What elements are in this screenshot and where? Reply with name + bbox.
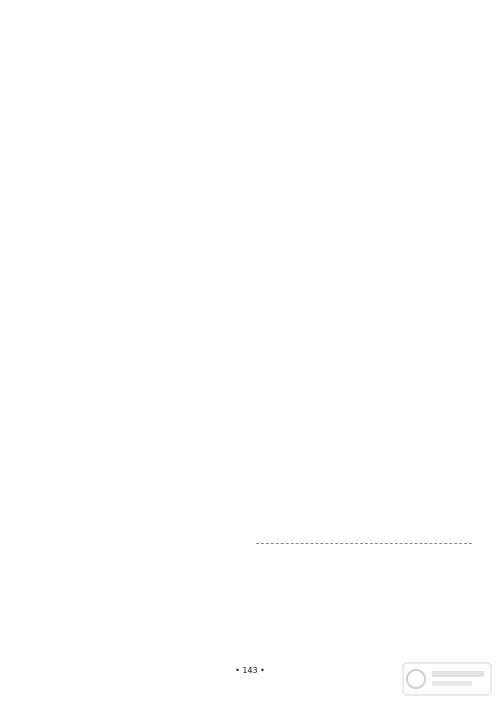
text-line <box>256 154 386 162</box>
text-line <box>30 644 246 652</box>
text-line <box>30 409 246 417</box>
text-line <box>256 202 472 210</box>
right-entry <box>256 132 472 162</box>
text-line <box>30 222 246 230</box>
text-line <box>30 319 246 327</box>
text-line <box>30 382 246 390</box>
text-line <box>30 507 246 515</box>
essay-text-line <box>256 600 472 608</box>
left-entry <box>30 34 246 64</box>
text-line <box>30 84 160 92</box>
text-line <box>30 104 246 112</box>
text-line <box>30 542 246 550</box>
text-line <box>30 604 160 612</box>
right-entry <box>256 237 472 260</box>
text-line <box>30 277 246 285</box>
title-ornament <box>256 543 472 545</box>
text-line <box>30 362 160 370</box>
text-line <box>256 334 472 342</box>
text-line <box>256 314 386 322</box>
text-line <box>256 244 472 252</box>
text-line <box>256 92 386 100</box>
text-line <box>30 159 246 167</box>
text-line <box>256 237 472 245</box>
right-entry <box>256 104 472 127</box>
text-line <box>30 304 246 312</box>
text-line <box>30 402 246 410</box>
text-line <box>30 589 246 597</box>
text-line <box>256 299 472 307</box>
left-entry <box>30 374 246 397</box>
text-line <box>256 522 386 530</box>
text-line <box>256 119 386 127</box>
text-line <box>30 424 160 432</box>
text-line <box>30 242 246 250</box>
left-entry <box>30 402 246 432</box>
text-line <box>30 327 160 335</box>
text-line <box>30 174 160 182</box>
right-entry <box>256 202 472 232</box>
text-line <box>256 139 472 147</box>
text-line <box>30 202 160 210</box>
text-line <box>30 132 246 140</box>
text-line <box>30 464 246 472</box>
right-entry <box>256 299 472 322</box>
text-line <box>30 624 246 632</box>
text-line <box>30 632 160 640</box>
text-line <box>30 34 246 42</box>
text-line <box>256 264 472 272</box>
text-line <box>30 152 246 160</box>
text-line <box>30 124 246 132</box>
left-entry <box>30 339 246 369</box>
text-line <box>30 284 246 292</box>
left-entry <box>30 562 246 585</box>
left-entry <box>30 214 246 237</box>
left-entry <box>30 617 246 640</box>
text-line <box>30 354 246 362</box>
text-line <box>256 307 472 315</box>
text-line <box>30 514 246 522</box>
right-entry <box>256 327 472 350</box>
text-line <box>256 377 386 385</box>
text-line <box>256 217 472 225</box>
left-entry <box>30 187 246 210</box>
text-line <box>256 354 472 362</box>
text-line <box>30 112 160 120</box>
text-line <box>30 139 160 147</box>
text-line <box>30 257 160 265</box>
text-line <box>256 272 472 280</box>
text-line <box>256 34 472 42</box>
text-line <box>30 617 246 625</box>
text-line <box>30 187 246 195</box>
left-entry <box>30 589 246 612</box>
left-entry <box>30 269 246 299</box>
essay-text-line <box>256 555 472 563</box>
left-entry <box>30 152 246 182</box>
left-column <box>30 34 246 672</box>
left-entry <box>30 499 246 529</box>
watermark-logo <box>402 661 492 697</box>
text-line <box>30 69 246 77</box>
text-line <box>256 424 472 432</box>
text-line <box>256 327 472 335</box>
text-line <box>30 562 246 570</box>
right-entry <box>256 444 472 467</box>
text-line <box>256 167 472 175</box>
right-entry <box>256 389 472 412</box>
right-entry <box>256 34 472 64</box>
essay-text-line <box>256 585 472 593</box>
text-line <box>256 362 472 370</box>
right-entry <box>256 417 472 440</box>
text-line <box>256 397 472 405</box>
text-line <box>256 69 472 77</box>
text-line <box>256 472 472 480</box>
text-line <box>30 57 160 65</box>
text-line <box>30 597 246 605</box>
left-entry <box>30 437 246 460</box>
text-line <box>256 432 386 440</box>
essay-text-line <box>256 593 472 601</box>
left-entry <box>30 464 246 494</box>
text-line <box>256 147 472 155</box>
right-entry <box>256 499 472 529</box>
text-line <box>30 437 246 445</box>
essay-text-line <box>256 578 472 586</box>
text-line <box>30 389 160 397</box>
text-line <box>256 84 472 92</box>
text-line <box>30 292 160 300</box>
right-column <box>256 34 472 608</box>
text-line <box>30 374 246 382</box>
text-line <box>256 57 386 65</box>
left-entry <box>30 97 246 120</box>
text-line <box>256 287 386 295</box>
left-entry <box>30 69 246 92</box>
text-line <box>256 479 472 487</box>
text-line <box>30 77 246 85</box>
text-line <box>256 487 386 495</box>
text-line <box>256 77 472 85</box>
text-line <box>30 652 246 660</box>
right-entry <box>256 167 472 197</box>
text-line <box>256 342 386 350</box>
page-number: • 143 • <box>235 666 265 675</box>
text-line <box>256 104 472 112</box>
text-line <box>30 417 246 425</box>
text-line <box>256 507 472 515</box>
text-line <box>256 417 472 425</box>
text-line <box>256 444 472 452</box>
text-line <box>30 214 246 222</box>
text-line <box>256 459 386 467</box>
text-line <box>256 452 472 460</box>
text-line <box>256 209 472 217</box>
text-line <box>256 49 472 57</box>
text-line <box>30 577 160 585</box>
text-line <box>30 167 246 175</box>
left-entry <box>30 304 246 334</box>
text-line <box>256 112 472 120</box>
left-entry <box>30 534 246 557</box>
text-line <box>30 42 246 50</box>
right-entry <box>256 69 472 99</box>
right-entry <box>256 264 472 294</box>
text-line <box>30 487 160 495</box>
text-line <box>30 534 246 542</box>
text-line <box>30 472 246 480</box>
text-line <box>30 312 246 320</box>
text-line <box>30 194 246 202</box>
essay-section <box>256 537 472 608</box>
left-entry <box>30 124 246 147</box>
text-line <box>256 499 472 507</box>
right-entry <box>256 472 472 495</box>
text-line <box>30 569 246 577</box>
text-line <box>256 389 472 397</box>
text-line <box>30 347 246 355</box>
text-line <box>30 339 246 347</box>
text-line <box>30 444 246 452</box>
essay-text-line <box>256 563 472 571</box>
text-line <box>256 189 386 197</box>
right-entry <box>256 354 472 384</box>
text-line <box>30 452 160 460</box>
text-line <box>30 229 160 237</box>
text-line <box>256 224 386 232</box>
text-line <box>256 132 472 140</box>
text-line <box>30 49 246 57</box>
text-line <box>30 249 246 257</box>
text-line <box>256 514 472 522</box>
left-entry <box>30 242 246 265</box>
essay-text-line <box>256 570 472 578</box>
text-line <box>30 269 246 277</box>
text-line <box>30 97 246 105</box>
text-line <box>30 479 246 487</box>
text-line <box>256 279 472 287</box>
text-line <box>30 549 160 557</box>
text-line <box>256 252 386 260</box>
text-line <box>256 404 386 412</box>
text-line <box>256 42 472 50</box>
text-line <box>256 174 472 182</box>
text-line <box>256 369 472 377</box>
text-line <box>30 522 160 530</box>
text-line <box>30 499 246 507</box>
left-entry <box>30 644 246 667</box>
text-line <box>256 182 472 190</box>
